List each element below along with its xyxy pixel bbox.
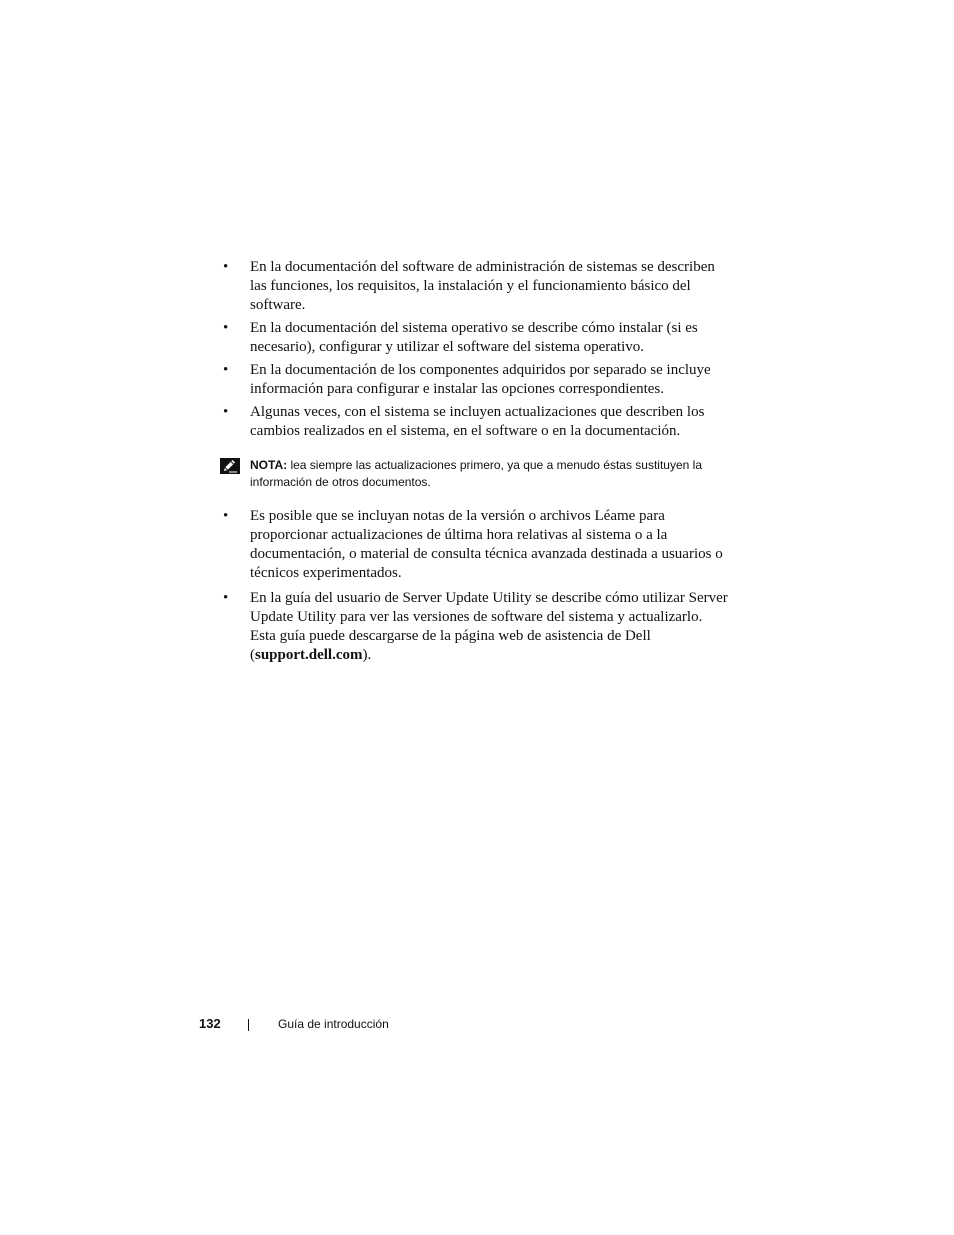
bullet-symbol: • xyxy=(223,362,229,378)
bullet-symbol: • xyxy=(223,590,229,606)
bullet-symbol: • xyxy=(223,320,229,336)
footer-title: Guía de introducción xyxy=(278,1017,389,1031)
list-item xyxy=(218,258,728,315)
page-body xyxy=(218,258,728,669)
list-item xyxy=(218,403,728,441)
list-item-text: En la documentación de los componentes adquiridos por separado se incluye información para configurar e instalar las opciones correspondientes. xyxy=(250,362,711,397)
list-item-text xyxy=(250,589,728,665)
list-item xyxy=(218,589,728,665)
note-label: NOTA: xyxy=(250,458,288,472)
list-item-text: En la documentación del software de administración de sistemas se describen las funciones, los requisitos, la instalación y el funcionamiento básico del software. xyxy=(250,259,715,313)
bullet-symbol: • xyxy=(223,404,229,420)
list-item-text: Algunas veces, con el sistema se incluyen actualizaciones que describen los cambios realizados en el sistema, en el software o en la documentación. xyxy=(250,404,705,439)
list-item xyxy=(218,361,728,399)
footer-divider xyxy=(248,1019,249,1031)
list-item-text: En la documentación del sistema operativo se describe cómo instalar (si es necesario), configurar y utilizar el software del sistema operativo. xyxy=(250,320,698,355)
list-item-text-before: En la guía del usuario de Server Update Utility se describe cómo utilizar Server Update Utility para ver las versiones de software del sistema y actualizarlo. Esta guía puede descargarse de la página web de asistencia de Dell ( xyxy=(250,590,728,663)
list-item-text: Es posible que se incluyan notas de la versión o archivos Léame para proporcionar actualizaciones de última hora relativas al sistema o a la documentación, o material de consulta técnica avanzada destinada a usuarios o técnicos experimentados. xyxy=(250,508,723,581)
note-text: lea siempre las actualizaciones primero, ya que a menudo éstas sustituyen la información de otros documentos. xyxy=(250,458,702,489)
list-item xyxy=(218,319,728,357)
support-link[interactable]: support.dell.com xyxy=(255,647,363,663)
page-number: 132 xyxy=(199,1016,221,1031)
bullet-symbol: • xyxy=(223,508,229,524)
note-box xyxy=(218,457,728,491)
list-item-text-after: ). xyxy=(362,647,372,663)
bullet-symbol: • xyxy=(223,259,229,275)
list-item xyxy=(218,507,728,583)
pencil-note-icon xyxy=(220,458,240,474)
